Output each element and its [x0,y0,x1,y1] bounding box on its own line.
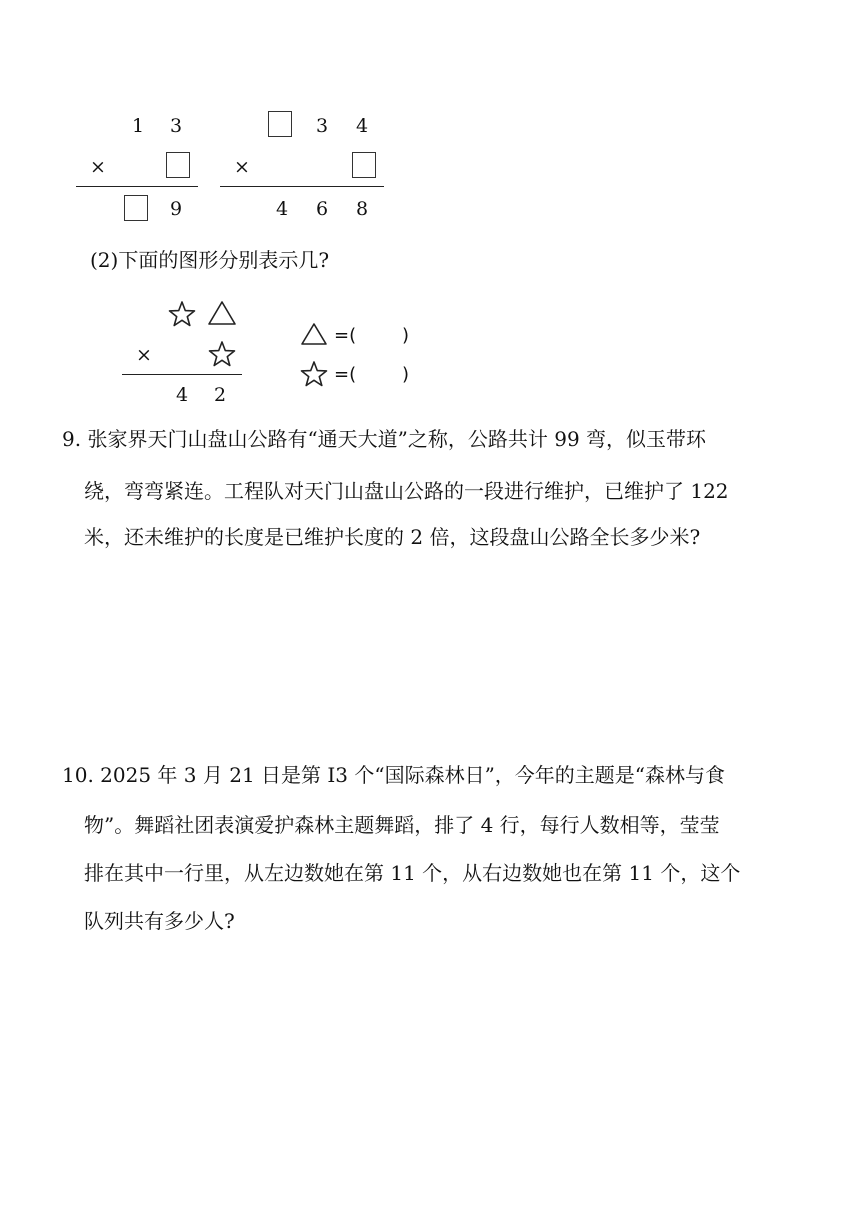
digit: 4 [176,384,189,406]
question-line: 队列共有多少人? [84,909,235,933]
triangle-answer-close: ) [402,325,410,346]
digit: 1 [132,115,145,137]
question-line: 米，还未维护的长度是已维护长度的 2 倍，这段盘山公路全长多少米? [84,525,701,549]
blank-box[interactable] [124,195,148,221]
star-icon [168,300,196,328]
question-line: 9. 张家界天门山盘山公路有“通天大道”之称，公路共计 99 弯，似玉带环 [62,427,707,451]
digit: 9 [170,198,183,220]
triangle-answer-open[interactable]: =( [334,325,357,346]
times-sign: × [234,156,250,178]
digit: 6 [316,198,329,220]
triangle-icon [207,300,237,326]
part-2-label: (2)下面的图形分别表示几? [90,248,330,272]
triangle-icon [300,322,328,346]
digit: 3 [316,115,329,137]
question-line: 排在其中一行里，从左边数她在第 11 个，从右边数她也在第 11 个，这个 [84,861,741,885]
blank-box[interactable] [352,152,376,178]
star-icon [208,340,236,368]
question-line: 10. 2025 年 3 月 21 日是第 I3 个“国际森林日”，今年的主题是“森林与食 [62,763,726,787]
times-sign: × [90,156,106,178]
star-icon [300,360,328,388]
question-line: 绕，弯弯紧连。工程队对天门山盘山公路的一段进行维护，已维护了 122 [84,479,729,503]
question-line: 物”。舞蹈社团表演爱护森林主题舞蹈，排了 4 行，每行人数相等，莹莹 [84,813,720,837]
digit: 2 [214,384,227,406]
digit: 8 [356,198,369,220]
times-sign: × [136,344,152,366]
star-answer-open[interactable]: =( [334,364,357,385]
product-line [220,186,384,187]
product-line [122,374,242,375]
digit: 4 [356,115,369,137]
digit: 3 [170,115,183,137]
blank-box[interactable] [268,111,292,137]
star-answer-close: ) [402,364,410,385]
digit: 4 [276,198,289,220]
blank-box[interactable] [166,152,190,178]
product-line [76,186,198,187]
